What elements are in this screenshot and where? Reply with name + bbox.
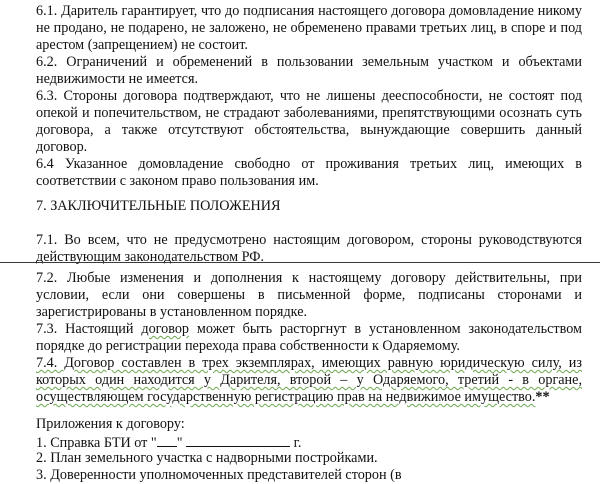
clause-7-4-mark: ** (535, 389, 550, 405)
clause-7-4 (36, 355, 582, 406)
clause-7-3-word: договор (141, 321, 190, 337)
clause-7-3-start: 7.3. Настоящий (36, 321, 142, 337)
date-day-blank (157, 433, 177, 447)
clause-6-2: 6.2. Ограничений и обременений в пользовании земельным участком и объектами недвижимости не имеется. (36, 54, 582, 87)
clause-7-4-text: 7.4. Договор составлен в трех экземплярах, имеющих равную юридическую силу, из которых один находится у Дарителя, второй – у Одаряемого, третий - в органе, осуществляющем государственную регистрацию прав на недвижимое имущество. (36, 355, 582, 405)
section-7-heading: 7. ЗАКЛЮЧИТЕЛЬНЫЕ ПОЛОЖЕНИЯ (36, 198, 281, 214)
clause-7-3 (36, 321, 582, 355)
clause-7-1: 7.1. Во всем, что не предусмотрено настоящим договором, стороны руководствуются действующим законодательством РФ. (36, 232, 582, 265)
clause-6-1: 6.1. Даритель гарантирует, что до подписания настоящего договора домовладение никому не продано, не подарено, не заложено, не обременено правами третьих лиц, в споре и под арестом (запрещением) не состоит. (36, 3, 582, 53)
appendix-item-1-prefix: 1. Справка БТИ от " (36, 435, 157, 451)
appendix-item-1-mid: " (176, 435, 183, 451)
appendix-item-1-suffix: г. (293, 435, 302, 451)
appendix-item-3: 3. Доверенности уполномоченных представителей сторон (в (36, 467, 402, 483)
page-break-line (0, 262, 600, 263)
appendix-title: Приложения к договору: (36, 416, 185, 432)
clause-6-3: 6.3. Стороны договора подтверждают, что не лишены дееспособности, не состоят под опекой и попечительством, не страдают заболеваниями, препятствующими осознать суть договора, а также отсутствуют обстоятельства, вынуждающие совершить данный договор. (36, 88, 582, 155)
date-month-blank (186, 433, 290, 447)
clause-7-2: 7.2. Любые изменения и дополнения к настоящему договору действительны, при условии, если они совершены в письменной форме, подписаны сторонами и зарегистрированы в установленном порядке. (36, 270, 582, 320)
clause-7-3-end: может быть расторгнут в установленном законодательством порядке до регистрации перехода права собственности к Одаряемому. (36, 321, 582, 354)
clause-6-4: 6.4 Указанное домовладение свободно от проживания третьих лиц, имеющих в соответствии с законом право пользования им. (36, 156, 582, 189)
appendix-item-2: 2. План земельного участка с надворными постройками. (36, 450, 378, 466)
